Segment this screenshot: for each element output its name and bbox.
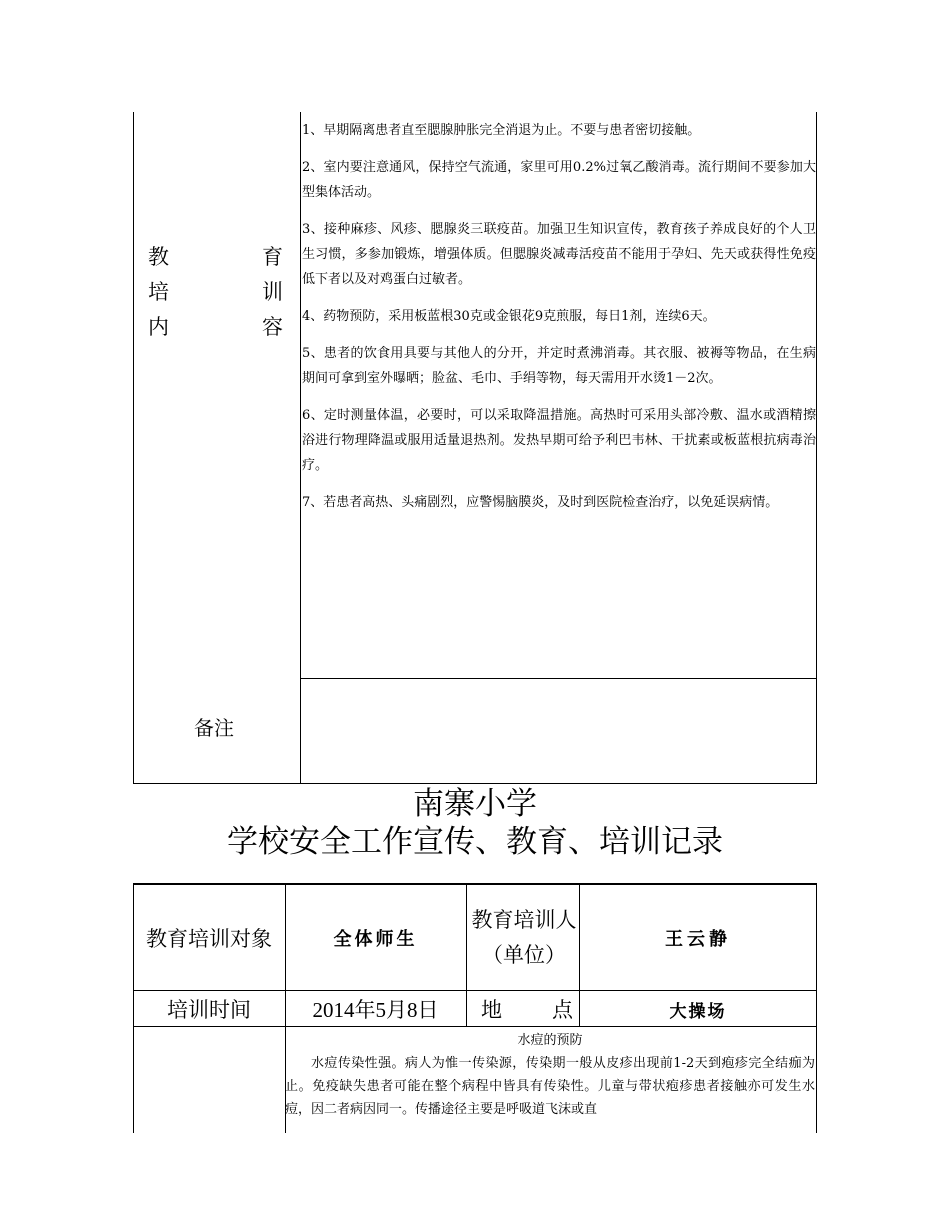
target-label: 教育培训对象 bbox=[146, 926, 272, 951]
label-char: 训 bbox=[262, 280, 283, 304]
content-item: 7、若患者高热、头痛剧烈，应警惕脑膜炎，及时到医院检查治疗，以免延误病情。 bbox=[302, 495, 779, 510]
training-content bbox=[302, 118, 816, 527]
label-char: 容 bbox=[262, 315, 283, 339]
content-item: 5、患者的饮食用具要与其他人的分开，并定时煮沸消毒。其衣服、被褥等物品，在生病期间可拿到室外曝晒；脸盆、毛巾、手绢等物，每天需用开水烫1－2次。 bbox=[302, 346, 816, 386]
place-label-part: 地 bbox=[481, 998, 502, 1022]
content-body: 水痘传染性强。病人为惟一传染源，传染期一般从皮疹出现前1-2天到疱疹完全结痂为止。免疫缺失患者可能在整个病程中皆具有传染性。儿童与带状疱疹患者接触亦可发生水痘，因二者病因同一。传播途径主要是呼吸道飞沫或直 bbox=[285, 1056, 815, 1117]
row-divider bbox=[300, 678, 816, 679]
training-content bbox=[285, 1029, 815, 1121]
trainer-value: 王云静 bbox=[665, 928, 731, 950]
content-title: 水痘的预防 bbox=[517, 1033, 583, 1048]
target-value: 全体师生 bbox=[333, 928, 418, 950]
remark-label: 备注 bbox=[194, 716, 234, 740]
time-value: 2014年5月8日 bbox=[312, 998, 439, 1022]
time-label: 培训时间 bbox=[167, 998, 251, 1022]
column-divider bbox=[466, 883, 467, 1026]
content-item: 4、药物预防，采用板蓝根30克或金银花9克煎服，每日1剂，连续6天。 bbox=[302, 309, 716, 324]
label-char: 培 bbox=[148, 280, 169, 304]
place-value: 大操场 bbox=[669, 1001, 727, 1022]
place-label-part: 点 bbox=[552, 998, 573, 1022]
content-item: 2、室内要注意通风，保持空气流通，家里可用0.2%过氧乙酸消毒。流行期间不要参加大型集体活动。 bbox=[302, 160, 816, 200]
column-divider bbox=[300, 112, 301, 783]
row-divider bbox=[133, 990, 817, 991]
school-name: 南寨小学 bbox=[413, 786, 537, 822]
row-divider bbox=[133, 1026, 817, 1027]
label-char: 内 bbox=[148, 315, 169, 339]
label-char: 育 bbox=[262, 245, 283, 269]
content-item: 6、定时测量体温，必要时，可以采取降温措施。高热时可采用头部冷敷、温水或酒精擦浴进行物理降温或服用适量退热剂。发热早期可给予利巴韦林、干扰素或板蓝根抗病毒治疗。 bbox=[302, 408, 816, 473]
place-label bbox=[471, 992, 595, 1026]
record-table bbox=[133, 883, 817, 1133]
content-item: 3、接种麻疹、风疹、腮腺炎三联疫苗。加强卫生知识宣传，教育孩子养成良好的个人卫生习惯，多参加锻炼，增强体质。但腮腺炎减毒活疫苗不能用于孕妇、先天或获得性免疫低下者以及对鸡蛋白过敏者。 bbox=[302, 222, 816, 287]
trainer-label: 教育培训人（单位） bbox=[471, 907, 577, 967]
page-title: 学校安全工作宣传、教育、培训记录 bbox=[227, 824, 723, 860]
content-item: 1、早期隔离患者直至腮腺肿胀完全消退为止。不要与患者密切接触。 bbox=[302, 123, 701, 138]
label-char: 教 bbox=[148, 245, 169, 269]
record-table-continued bbox=[133, 112, 817, 784]
